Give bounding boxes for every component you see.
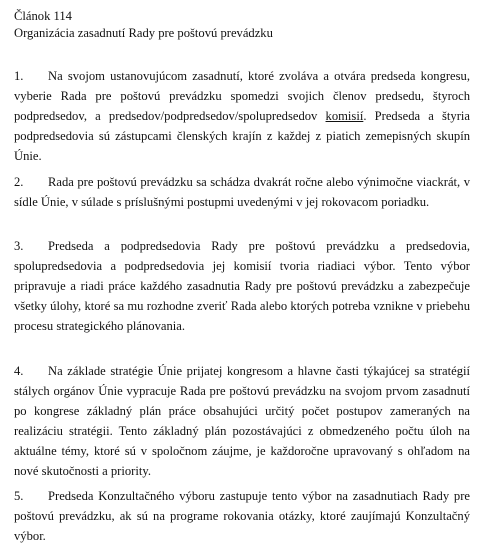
paragraph-1: [14, 66, 470, 166]
paragraph-text: Rada pre poštovú prevádzku sa schádza dvakrát ročne alebo výnimočne viackrát, v sídle Únie, v súlade s príslušnými postupmi uvedenými v jej rokovacom poriadku.: [14, 175, 470, 209]
paragraph-number: 5.: [14, 489, 24, 503]
paragraph-2: [14, 172, 470, 212]
document-page: [14, 8, 470, 543]
paragraph-text: Na základe stratégie Únie prijatej kongresom a hlavne časti týkajúcej sa stratégií stálych orgánov Únie vypracuje Rada pre poštovú prevádzku na svojom prvom zasadnutí po kongrese základný plán práce obsahujúci určitý počet postupov zameraných na realizáciu stratégii. Tento základný plán pozostávajúci z obmedzeného počtu úloh na aktuálne témy, ktoré sú v spoločnom záujme, je každoročne upravovaný s ohľadom na nové skutočnosti a priority.: [14, 364, 470, 478]
paragraph-4: [14, 361, 470, 481]
paragraph-5: [14, 486, 470, 546]
paragraph-text: Predseda a podpredsedovia Rady pre poštovú prevádzku a predsedovia, spolupredsedovia a podpredsedovia jej komisií tvoria riadiaci výbor. Tento výbor pripravuje a riadi práce každého zasadnutia Rady pre poštovú prevádzku a zabezpečuje všetky úlohy, ktoré sa mu rozhodne zveriť Rada alebo ktorých potreba vznikne v priebehu procesu strategického plánovania.: [14, 239, 470, 333]
paragraph-text: Predseda Konzultačného výboru zastupuje tento výbor na zasadnutiach Rady pre poštovú prevádzku, ak sú na programe rokovania otázky, ktoré zaujímajú Konzultačný výbor.: [14, 489, 470, 543]
paragraph-text: Na svojom ustanovujúcom zasadnutí, ktoré zvoláva a otvára predseda kongresu, vyberie Rada pre poštovú prevádzku spomedzi svojich členov predsedu, štyroch podpredsedov, a predsedov/podpredsedov/spolupredsedov: [14, 69, 470, 123]
article-number: Článok 114: [14, 9, 72, 23]
article-title: Organizácia zasadnutí Rady pre poštovú prevádzku: [14, 26, 273, 40]
paragraph-number: 3.: [14, 239, 24, 253]
paragraph-number: 2.: [14, 175, 24, 189]
underlined-term: komisií: [325, 109, 364, 123]
paragraph-3: [14, 236, 470, 336]
paragraph-text-continued: . Predseda a štyria podpredsedovia sú zástupcami členských krajín z každej z piatich zemepisných skupín Únie.: [14, 109, 470, 163]
paragraph-number: 4.: [14, 364, 24, 378]
paragraph-number: 1.: [14, 69, 24, 83]
